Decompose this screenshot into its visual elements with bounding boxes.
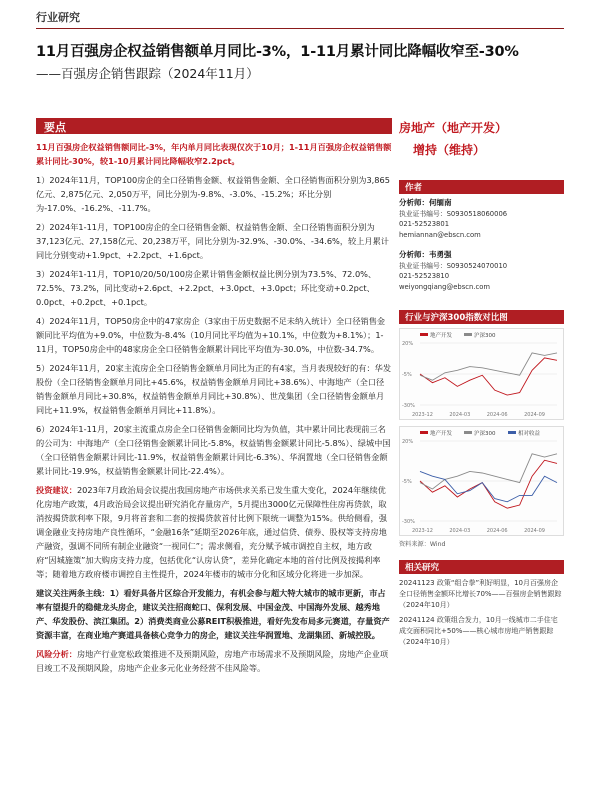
analyst-2-phone: 021-52523810 [399, 272, 450, 280]
legend-label: 沪深300 [474, 431, 496, 437]
legend-swatch [464, 431, 472, 434]
related-item-1[interactable]: 20241123 政策“组合拳”利好明显，10月百强房企全口径销售金额环比增长70%——百强房企销售跟踪（2024年10月） [399, 579, 562, 609]
analyst-2-email[interactable]: weiyongqiang@ebscn.com [399, 282, 490, 291]
category-tag: 行业研究 [36, 11, 80, 24]
y-tick-label: -5% [402, 479, 412, 485]
chart-source: 资料来源：Wind [399, 541, 446, 548]
analyst-1 [399, 198, 564, 240]
index-chart-1-svg [400, 329, 563, 419]
analyst-1-email[interactable]: hemiannan@ebscn.com [399, 230, 481, 239]
rating: 增持（维持） [413, 143, 486, 157]
main-column [36, 118, 392, 680]
related-item-2[interactable]: 20241124 政策组合发力，10月一线城市二手住宅成交面积同比+50%——核心城市房地产销售跟踪（2024年10月） [399, 616, 558, 646]
risk-paragraph [36, 647, 392, 675]
authors-header: 作者 [399, 180, 564, 194]
risk-text: 房地产行业宽松政策推进不及预期风险，房地产市场需求不及预期风险，房地产企业项目竣工不及预期风险，房地产企业多元化业务经营不佳风险等。 [36, 649, 389, 673]
legend-swatch [464, 333, 472, 336]
y-tick-label: -30% [402, 519, 415, 525]
x-tick-label: 2023-12 [412, 412, 433, 418]
legend-label: 地产开发 [430, 333, 453, 339]
report-title: 11月百强房企权益销售额单月同比-3%，1-11月累计同比降幅收窄至-30% [36, 44, 519, 60]
x-tick-label: 2024-09 [524, 412, 545, 418]
lead-paragraph: 11月百强房企权益销售额同比-3%，年内单月同比表现仅次于10月；1-11月百强房企权益销售额累计同比-30%，较1-10月累计同比降幅收窄2.2pct。 [36, 142, 392, 166]
legend-label: 地产开发 [430, 431, 453, 437]
risk-label: 风险分析： [36, 649, 77, 659]
x-tick-label: 2024-09 [524, 528, 545, 534]
legend-label: 沪深300 [474, 333, 496, 339]
legend-swatch [420, 333, 428, 336]
point-6: 6）2024年1-11月，20家主流重点房企全口径销售金额同比均为负值，其中累计同比表现前三名的公司为：中海地产（全口径销售金额累计同比-5.8%，权益销售金额累计同比-5.8%）、绿城中国（全口径销售金额累计同比-11.9%，权益销售金额累计同比-6.3%）、华润置地（全口径销售金额累计同比-19.9%，权益销售金额累计同比-22.4%）。 [36, 424, 391, 476]
y-tick-label: 20% [402, 341, 414, 347]
x-tick-label: 2024-03 [449, 412, 471, 418]
summary-header: 要点 [36, 118, 392, 134]
analyst-2 [399, 250, 564, 292]
header-rule [36, 28, 564, 29]
index-chart-1 [399, 328, 564, 420]
legend-swatch [508, 431, 516, 434]
y-tick-label: -5% [402, 372, 412, 378]
report-subtitle: ——百强房企销售跟踪（2024年11月） [36, 66, 259, 81]
analyst-1-cert: 执业证书编号：S0930518060006 [399, 209, 508, 218]
analyst-2-cert: 执业证书编号：S0930524070010 [399, 261, 508, 270]
analyst-1-phone: 021-52523801 [399, 220, 450, 228]
x-tick-label: 2024-03 [449, 528, 471, 534]
x-tick-label: 2024-06 [486, 412, 508, 418]
y-tick-label: -30% [402, 403, 415, 409]
point-4: 4）2024年11月，TOP50房企中的47家房企（3家由于历史数据不足未纳入统计）全口径销售金额同比平均值为+9.0%，中位数为-8.4%（10月同比平均值为+10.1%，中位数为+8.1%）；1-11月，TOP50房企中的48家房企全口径销售金额累计同比平均值为-30.0%，中位数-34.7%。 [36, 316, 386, 354]
series-line-0 [420, 460, 557, 508]
chart-header: 行业与沪深300指数对比图 [399, 310, 564, 324]
related-header: 相关研究 [399, 560, 564, 574]
legend-swatch [420, 431, 428, 434]
index-chart-2-svg [400, 427, 563, 535]
industry-name: 房地产（地产开发） [399, 121, 508, 135]
point-3: 3）2024年1-11月，TOP10/20/50/100房企累计销售金额权益比例分别为73.5%、72.0%、72.5%、73.2%，同比变动+2.6pct、+2.2pct、+3.0pct、+3.0pct；环比变动+0.2pct、0.0pct、+0.2pct、+0.1pct。 [36, 269, 377, 307]
series-line-1 [420, 454, 557, 489]
index-chart-2 [399, 426, 564, 536]
y-tick-label: 20% [402, 439, 414, 445]
legend-label: 相对收益 [518, 431, 541, 437]
x-tick-label: 2023-12 [412, 528, 433, 534]
analyst-2-name: 分析师：韦勇强 [399, 250, 452, 259]
point-5: 5）2024年11月，20家主流房企全口径销售金额单月同比为正的有4家，当月表现较好的有：华发股份（全口径销售金额单月同比+45.6%，权益销售金额单月同比+38.6%）、中海地产（全口径销售金额单月同比+30.8%，权益销售金额单月同比+30.8%）、世茂集团（全口径销售金额单月同比+11.9%，权益销售金额单月同比+11.8%）。 [36, 363, 392, 415]
point-2: 2）2024年1-11月，TOP100房企的全口径销售金额、权益销售金额、全口径销售面积分别为37,123亿元、27,158亿元、20,238万平，同比分别为-32.9%、-30.0%、-34.6%，较上月累计同比分别变动+1.9pct、+2.2pct、+1.6pct。 [36, 222, 389, 260]
point-1: 1）2024年11月，TOP100房企的全口径销售金额、权益销售金额、全口径销售面积分别为3,865亿元、2,875亿元、2,050万平，同比分别为-9.8%、-3.0%、-15.2%；环比分别为-17.0%、-16.2%、-11.7%。 [36, 175, 390, 213]
series-line-0 [420, 358, 557, 395]
recommend-paragraph: 建议关注两条主线：1）看好具备片区综合开发能力，有机会参与超大特大城市的城市更新，市占率有望提升的稳健龙头房企，建议关注招商蛇口、保利发展、中国金茂、中国海外发展、越秀地产、华发股份、滨江集团。2）消费类商业公募REIT积极推进，看好先发布局多元赛道，存量资产资源丰富，在商业地产赛道具备核心竞争力的房企，建议关注华润置地、龙湖集团、新城控股。 [36, 588, 390, 640]
series-line-2 [420, 471, 557, 501]
x-tick-label: 2024-06 [486, 528, 508, 534]
investment-text: 2023年7月政治局会议提出我国房地产市场供求关系已发生重大变化，2024年继续优化房地产政策，4月政治局会议提出研究消化存量房产，5月提出3000亿元保障性住房再贷款，取消按揭贷款利率下限，9月将首套和二套的按揭贷款首付比例下限统一调整为15%。供给侧看，强调金融业支持房地产良性循环，“金融16条”延期至2026年底，通过信贷、债券、股权等支持房地产融资，强调不同所有制企业融资“一视同仁”；需求侧看，充分赋予城市调控自主权，地方政府“因城施策”加大购房支持力度，包括优化“认房认贷”，差异化确定本地的首付比例及按揭利率等；随着地方政府楼市调控自主性提升，2024年楼市的城市分化和区域分化将进一步加深。 [36, 485, 387, 579]
analyst-1-name: 分析师：何缅南 [399, 198, 452, 207]
sidebar [399, 118, 564, 648]
investment-label: 投资建议： [36, 485, 77, 495]
investment-paragraph [36, 483, 392, 581]
